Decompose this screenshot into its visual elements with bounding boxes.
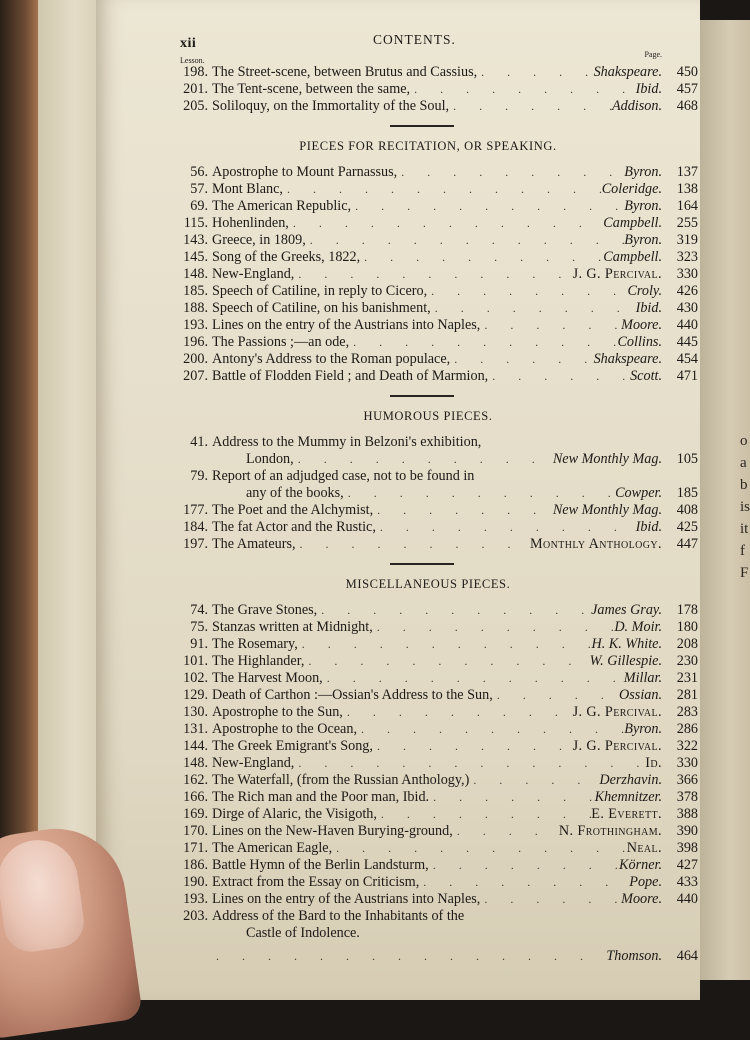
leader-dots [294, 451, 553, 468]
entry-title: Extract from the Essay on Criticism, [212, 874, 420, 890]
lesson-number: 193. [183, 891, 208, 907]
entry-author: Derzhavin. [599, 772, 662, 788]
toc-entry [178, 81, 698, 98]
contents-page [178, 28, 698, 965]
lesson-number: 170. [183, 823, 208, 839]
entry-title: Speech of Catiline, on his banishment, [212, 300, 431, 316]
entry-author: Körner. [619, 857, 662, 873]
leader-dots [429, 789, 595, 806]
lesson-number: 203. [183, 908, 208, 924]
facing-page-text [740, 430, 750, 584]
entry-title: New-England, [212, 755, 295, 771]
toc-entry [178, 619, 698, 636]
entry-page: 138 [676, 181, 698, 197]
toc-entry [178, 653, 698, 670]
toc-entry-continued [178, 925, 698, 942]
entry-title: Battle Hymn of the Berlin Landsturm, [212, 857, 429, 873]
entry-page: 450 [676, 64, 698, 80]
leader-dots [323, 670, 624, 687]
entry-author: Ibid. [635, 519, 662, 535]
entry-page: 390 [676, 823, 698, 839]
entry-page: 281 [676, 687, 698, 703]
toc-entry [178, 198, 698, 215]
entry-title: The American Eagle, [212, 840, 333, 856]
entry-author: Moore. [621, 891, 662, 907]
toc-entry [178, 636, 698, 653]
leader-dots [332, 840, 627, 857]
entry-title: The Street-scene, between Brutus and Cassius, [212, 64, 478, 80]
lesson-number: 188. [183, 300, 208, 316]
entry-author: Scott. [630, 368, 662, 384]
entry-author: Ibid. [635, 81, 662, 97]
leader-dots [488, 368, 630, 385]
entry-author: J. G. Percival. [572, 266, 662, 282]
toc-entry [178, 266, 698, 283]
entry-author: James Gray. [591, 602, 662, 618]
lesson-number: 129. [183, 687, 208, 703]
toc-entry [178, 721, 698, 738]
entry-page: 440 [676, 317, 698, 333]
entry-page: 322 [676, 738, 698, 754]
entry-author: Byron. [624, 164, 662, 180]
entry-page: 457 [676, 81, 698, 97]
leader-dots [493, 687, 619, 704]
page-header [178, 28, 698, 52]
entry-author: Cowper. [615, 485, 662, 501]
entry-page: 388 [676, 806, 698, 822]
entry-author: Campbell. [603, 215, 662, 231]
leader-dots [212, 948, 606, 965]
lesson-number: 101. [183, 653, 208, 669]
leader-dots [373, 619, 615, 636]
entry-page: 445 [676, 334, 698, 350]
entry-page: 323 [676, 249, 698, 265]
entry-author: Thomson. [606, 948, 662, 964]
column-labels [178, 52, 698, 64]
leader-dots [429, 857, 619, 874]
toc-entry [178, 704, 698, 721]
entry-author: Addison. [611, 98, 662, 114]
lesson-number: 193. [183, 317, 208, 333]
facing-page-fragment: it [740, 521, 749, 537]
lesson-number: 196. [183, 334, 208, 350]
entry-author: Id. [645, 755, 662, 771]
leader-dots [376, 519, 636, 536]
leader-dots [419, 874, 629, 891]
lesson-number: 205. [183, 98, 208, 114]
lesson-number: 74. [190, 602, 208, 618]
leader-dots [294, 266, 572, 283]
entry-title: Apostrophe to Mount Parnassus, [212, 164, 398, 180]
top-entries [178, 64, 698, 115]
entry-title: Dirge of Alaric, the Visigoth, [212, 806, 377, 822]
entry-title: Battle of Flodden Field ; and Death of Marmion, [212, 368, 489, 384]
lesson-number: 144. [183, 738, 208, 754]
facing-page-fragment: f [740, 543, 745, 559]
leader-dots [289, 215, 603, 232]
lesson-number: 143. [183, 232, 208, 248]
lesson-number: 115. [183, 215, 208, 231]
recitation-heading: PIECES FOR RECITATION, OR SPEAKING. [299, 139, 557, 153]
entry-author: Neal. [626, 840, 662, 856]
toc-entry [178, 738, 698, 755]
entry-author: Ossian. [619, 687, 662, 703]
entry-page: 230 [676, 653, 698, 669]
entry-author: Collins. [617, 334, 662, 350]
lesson-number: 102. [183, 670, 208, 686]
leader-dots [477, 64, 593, 81]
entry-author: W. Gillespie. [589, 653, 662, 669]
entry-page: 447 [676, 536, 698, 552]
toc-entry [178, 368, 698, 385]
lesson-number: 69. [190, 198, 208, 214]
lesson-number: 198. [183, 64, 208, 80]
entry-page: 208 [676, 636, 698, 652]
lesson-number: 148. [183, 266, 208, 282]
leader-dots [294, 755, 645, 772]
toc-entry [178, 874, 698, 891]
leader-dots [304, 653, 589, 670]
toc-entry [178, 283, 698, 300]
entry-page: 468 [676, 98, 698, 114]
toc-entry [178, 351, 698, 368]
entry-author: J. G. Percival. [572, 738, 662, 754]
entry-page: 440 [676, 891, 698, 907]
leader-dots [469, 772, 599, 789]
toc-entry [178, 98, 698, 115]
entry-title: The Poet and the Alchymist, [212, 502, 374, 518]
section-divider [390, 125, 454, 127]
entry-page: 164 [676, 198, 698, 214]
entry-title: New-England, [212, 266, 295, 282]
lesson-number: 56. [190, 164, 208, 180]
entry-author: Moore. [621, 317, 662, 333]
leader-dots [349, 334, 617, 351]
toc-entry [178, 215, 698, 232]
entry-page: 430 [676, 300, 698, 316]
toc-entry [178, 164, 698, 181]
entry-page: 286 [676, 721, 698, 737]
lesson-number: 207. [183, 368, 208, 384]
leader-dots [449, 98, 612, 115]
lesson-number: 171. [183, 840, 208, 856]
leader-dots [431, 300, 636, 317]
entry-author: J. G. Percival. [572, 704, 662, 720]
entry-title: The Amateurs, [212, 536, 296, 552]
entry-author: Byron. [624, 721, 662, 737]
entry-page: 330 [676, 755, 698, 771]
entry-title: Lines on the New-Haven Burying-ground, [212, 823, 453, 839]
entry-page: 255 [676, 215, 698, 231]
entry-author: New Monthly Mag. [552, 451, 662, 467]
entry-title: Lines on the entry of the Austrians into Naples, [212, 317, 481, 333]
toc-entry [178, 434, 698, 451]
leader-dots [351, 198, 624, 215]
toc-entry [178, 755, 698, 772]
entry-author: Pope. [629, 874, 662, 890]
entry-author: New Monthly Mag. [552, 502, 662, 518]
lesson-number: 200. [183, 351, 208, 367]
leader-dots [397, 164, 624, 181]
entry-author: Ibid. [635, 300, 662, 316]
toc-entry [178, 840, 698, 857]
entry-title: Mont Blanc, [212, 181, 283, 197]
leader-dots [357, 721, 624, 738]
leader-dots [317, 602, 591, 619]
entry-page: 366 [676, 772, 698, 788]
lesson-number: 186. [183, 857, 208, 873]
toc-entry [178, 789, 698, 806]
entry-title: The Rich man and the Poor man, Ibid. [212, 789, 430, 805]
entry-title: Lines on the entry of the Austrians into Naples, [212, 891, 481, 907]
toc-entry [178, 249, 698, 266]
toc-entry [178, 64, 698, 81]
entry-page: 454 [676, 351, 698, 367]
entry-title: The Grave Stones, [212, 602, 318, 618]
leader-dots [427, 283, 627, 300]
toc-entry [178, 317, 698, 334]
humorous-entries [178, 434, 698, 553]
lesson-number: 162. [183, 772, 208, 788]
toc-entry [178, 519, 698, 536]
entry-title: Soliloquy, on the Immortality of the Soul, [212, 98, 450, 114]
toc-entry [178, 232, 698, 249]
lesson-number: 177. [183, 502, 208, 518]
section-divider [390, 395, 454, 397]
lesson-number: 184. [183, 519, 208, 535]
leader-dots [298, 636, 592, 653]
toc-entry [178, 687, 698, 704]
entry-page: 426 [676, 283, 698, 299]
page-label: Page. [644, 50, 662, 59]
lesson-number: 148. [183, 755, 208, 771]
entry-author: Campbell. [603, 249, 662, 265]
leader-dots [377, 806, 591, 823]
lesson-number: 166. [183, 789, 208, 805]
toc-entry [178, 502, 698, 519]
leader-dots [373, 738, 573, 755]
facing-page-fragment: b [740, 477, 748, 493]
entry-title: The American Republic, [212, 198, 352, 214]
entry-title: The fat Actor and the Rustic, [212, 519, 376, 535]
misc-entries [178, 602, 698, 908]
entry-author: D. Moir. [614, 619, 662, 635]
lesson-label: Lesson. [180, 56, 205, 65]
toc-entry [178, 772, 698, 789]
leader-dots [410, 81, 636, 98]
entry-author: N. Frothingham. [558, 823, 662, 839]
lesson-number: 201. [183, 81, 208, 97]
entry-title: Address to the Mummy in Belzoni's exhibition, [212, 434, 482, 450]
leader-dots [453, 823, 559, 840]
entry-author: Shakspeare. [593, 64, 662, 80]
leader-dots [306, 232, 625, 249]
entry-page: 378 [676, 789, 698, 805]
entry-title: Stanzas written at Midnight, [212, 619, 373, 635]
toc-entry [178, 670, 698, 687]
entry-page: 105 [676, 451, 698, 467]
lesson-number: 75. [190, 619, 208, 635]
lesson-number: 169. [183, 806, 208, 822]
entry-page: 471 [676, 368, 698, 384]
leader-dots [360, 249, 603, 266]
entry-page: 427 [676, 857, 698, 873]
entry-page: 425 [676, 519, 698, 535]
entry-title: The Tent-scene, between the same, [212, 81, 411, 97]
entry-title-continued: London, [246, 451, 294, 467]
lesson-number: 131. [183, 721, 208, 737]
entry-page: 178 [676, 602, 698, 618]
entry-title: Song of the Greeks, 1822, [212, 249, 361, 265]
toc-entry [178, 181, 698, 198]
entry-page: 180 [676, 619, 698, 635]
lesson-number: 185. [183, 283, 208, 299]
facing-page-fragment: a [740, 455, 747, 471]
humorous-heading: HUMOROUS PIECES. [363, 409, 493, 423]
leader-dots [283, 181, 602, 198]
facing-page-fragment: is [740, 499, 750, 515]
toc-entry [178, 857, 698, 874]
entry-page: 283 [676, 704, 698, 720]
entry-title: Death of Carthon :—Ossian's Address to the Sun, [212, 687, 493, 703]
entry-author: Coleridge. [601, 181, 662, 197]
entry-title: The Passions ;—an ode, [212, 334, 350, 350]
entry-title: The Waterfall, (from the Russian Anthology,) [212, 772, 470, 788]
entry-author: Monthly Anthology. [529, 536, 662, 552]
toc-entry [178, 334, 698, 351]
entry-title: Greece, in 1809, [212, 232, 306, 248]
lesson-number: 190. [183, 874, 208, 890]
entry-title: The Harvest Moon, [212, 670, 323, 686]
entry-author: Shakspeare. [593, 351, 662, 367]
toc-entry-continued [178, 485, 698, 502]
entry-author: Khemnitzer. [594, 789, 662, 805]
page-number: xii [180, 36, 197, 51]
entry-title-continued: Castle of Indolence. [246, 925, 360, 941]
entry-author: E. Everett. [591, 806, 662, 822]
toc-entry-author-line [178, 948, 698, 965]
entry-title: Apostrophe to the Sun, [212, 704, 343, 720]
leader-dots [373, 502, 553, 519]
entry-page: 231 [676, 670, 698, 686]
entry-page: 185 [676, 485, 698, 501]
entry-page: 408 [676, 502, 698, 518]
entry-title: The Greek Emigrant's Song, [212, 738, 373, 754]
lesson-number: 79. [190, 468, 208, 484]
entry-title: The Highlander, [212, 653, 305, 669]
entry-title-continued: any of the books, [246, 485, 344, 501]
entry-page: 464 [676, 948, 698, 964]
page-title: CONTENTS. [373, 32, 456, 47]
leader-dots [343, 704, 573, 721]
leader-dots [480, 891, 621, 908]
entry-page: 398 [676, 840, 698, 856]
section-divider [390, 563, 454, 565]
facing-page-fragment: F [740, 565, 749, 581]
toc-entry [178, 823, 698, 840]
misc-heading: MISCELLANEOUS PIECES. [345, 577, 511, 591]
lesson-number: 197. [183, 536, 208, 552]
lesson-number: 145. [183, 249, 208, 265]
leader-dots [344, 485, 615, 502]
toc-entry [178, 536, 698, 553]
entry-title: The Rosemary, [212, 636, 298, 652]
toc-entry [178, 806, 698, 823]
leader-dots [480, 317, 621, 334]
entry-title: Speech of Catiline, in reply to Cicero, [212, 283, 428, 299]
lesson-number: 91. [190, 636, 208, 652]
entry-page: 330 [676, 266, 698, 282]
entry-title: Hohenlinden, [212, 215, 289, 231]
entry-author: H. K. White. [591, 636, 662, 652]
entry-title: Report of an adjudged case, not to be found in [212, 468, 475, 484]
entry-page: 433 [676, 874, 698, 890]
leader-dots [296, 536, 530, 553]
entry-author: Byron. [624, 198, 662, 214]
toc-entry [178, 602, 698, 619]
entry-page: 137 [676, 164, 698, 180]
toc-entry [178, 891, 698, 908]
entry-title: Antony's Address to the Roman populace, [212, 351, 451, 367]
leader-dots [450, 351, 593, 368]
lesson-number: 41. [190, 434, 208, 450]
toc-entry [178, 908, 698, 925]
entry-title: Address of the Bard to the Inhabitants of the [212, 908, 465, 924]
entry-author: Byron. [624, 232, 662, 248]
entry-page: 319 [676, 232, 698, 248]
entry-author: Croly. [627, 283, 662, 299]
entry-title: Apostrophe to the Ocean, [212, 721, 357, 737]
toc-entry [178, 468, 698, 485]
facing-page-fragment: o [740, 433, 748, 449]
toc-entry [178, 300, 698, 317]
entry-author: Millar. [623, 670, 662, 686]
toc-entry-continued [178, 451, 698, 468]
lesson-number: 130. [183, 704, 208, 720]
recitation-entries [178, 164, 698, 385]
lesson-number: 57. [190, 181, 208, 197]
